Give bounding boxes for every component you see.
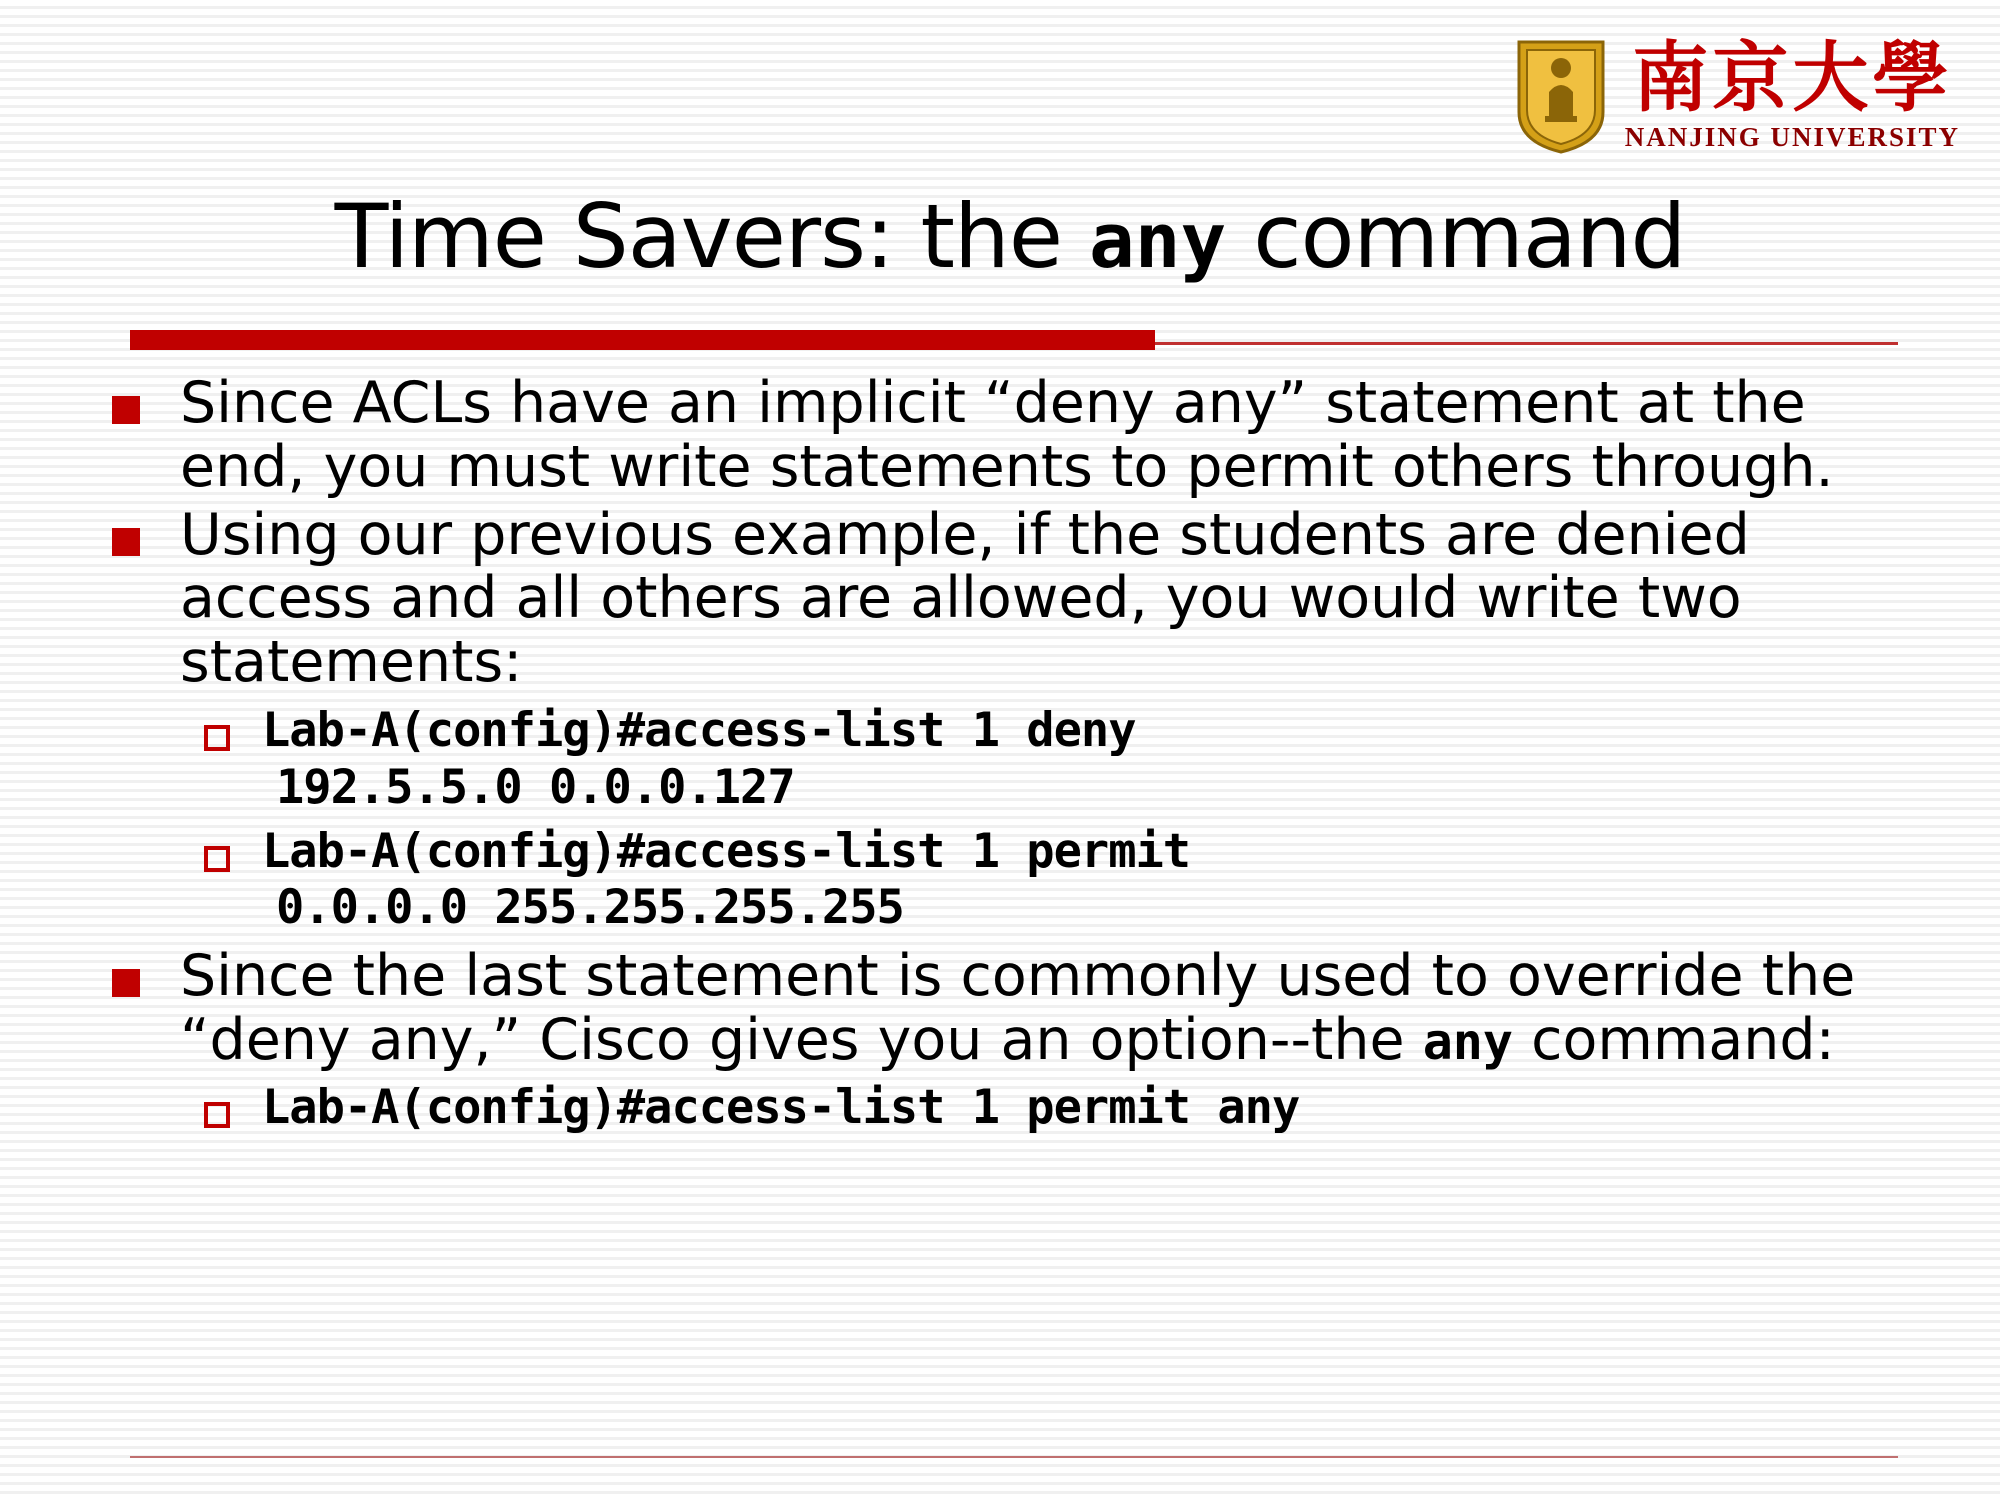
code-block bbox=[262, 1080, 1299, 1136]
square-bullet-icon bbox=[112, 969, 140, 997]
bullet-item bbox=[112, 372, 1902, 500]
square-bullet-icon bbox=[112, 528, 140, 556]
bullet-keyword-any: any bbox=[1422, 1012, 1513, 1071]
university-name-english: NANJING UNIVERSITY bbox=[1624, 122, 1960, 153]
code-line: Lab-A(config)#access-list 1 permit any bbox=[262, 1080, 1300, 1136]
bullet-text: Since ACLs have an implicit “deny any” statement at the end, you must write statements to permit others through. bbox=[180, 370, 1834, 500]
hollow-square-bullet-icon bbox=[204, 725, 230, 751]
hollow-square-bullet-icon bbox=[204, 1102, 230, 1128]
title-keyword-any: any bbox=[1088, 196, 1227, 285]
bullet-text bbox=[180, 942, 1902, 1073]
shield-icon bbox=[1515, 38, 1607, 156]
sub-bullet-item bbox=[204, 1080, 1902, 1136]
bullet-text-before: Since the last statement is commonly used to override the “deny any,” Cisco gives you an option--the bbox=[180, 942, 1856, 1073]
slide-body bbox=[112, 372, 1902, 1145]
title-part-after: command bbox=[1226, 185, 1686, 288]
university-name-chinese: 南京大學 bbox=[1632, 33, 1953, 122]
page-title bbox=[130, 185, 1890, 288]
code-line: Lab-A(config)#access-list 1 permit bbox=[262, 823, 1191, 879]
footer-rule bbox=[130, 1456, 1898, 1458]
university-logo bbox=[1515, 33, 1960, 156]
title-rule-thick bbox=[130, 330, 1155, 350]
bullet-text-after: command: bbox=[1513, 1006, 1835, 1073]
code-line: Lab-A(config)#access-list 1 deny bbox=[262, 703, 1136, 759]
hollow-square-bullet-icon bbox=[204, 846, 230, 872]
bullet-item bbox=[112, 942, 1902, 1073]
bullet-text: Using our previous example, if the students are denied access and all others are allowed, you would write two statements: bbox=[180, 501, 1750, 696]
sub-bullet-item bbox=[204, 824, 1902, 937]
title-part-before: Time Savers: the bbox=[334, 185, 1089, 288]
code-line: 192.5.5.0 0.0.0.127 bbox=[276, 759, 795, 815]
sub-bullet-item bbox=[204, 703, 1902, 816]
code-line: 0.0.0.0 255.255.255.255 bbox=[276, 880, 904, 936]
square-bullet-icon bbox=[112, 396, 140, 424]
code-block bbox=[262, 703, 1135, 816]
university-name bbox=[1624, 33, 1960, 153]
bullet-item bbox=[112, 501, 1902, 696]
code-block bbox=[262, 824, 1190, 937]
